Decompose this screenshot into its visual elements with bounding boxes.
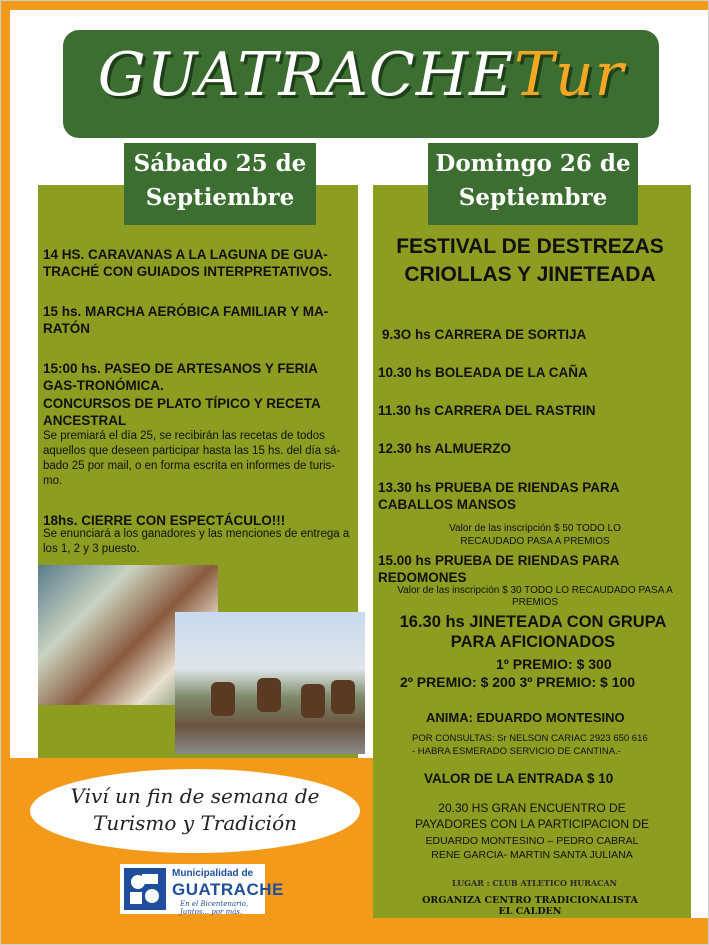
- organiza-line-2: EL CALDEN: [498, 906, 562, 917]
- logo-tagline-2: Juntos... por más.: [180, 908, 243, 916]
- saturday-item-3-title: 15:00 hs. PASEO DE ARTESANOS Y FERIA GAS-TRONÓMICA.: [43, 361, 318, 393]
- title-main: GUATRACHE: [97, 40, 514, 110]
- organiza-line-1: ORGANIZA CENTRO TRADICIONALISTA: [422, 895, 638, 906]
- prize-second-third: 2º PREMIO: $ 200 3º PREMIO: $ 100: [400, 674, 636, 690]
- sunday-event-7: 16.30 hs JINETEADA CON GRUPA PARA AFICIONADOS: [399, 613, 667, 651]
- saturday-item-4-text: Se enunciará a los ganadores y las menciones de entrega a los 1, 2 y 3 puesto.: [43, 528, 350, 555]
- anima-text: ANIMA: EDUARDO MONTESINO: [426, 710, 625, 725]
- sunday-date-line2: Septiembre: [458, 184, 608, 211]
- saturday-date-line2: Septiembre: [145, 184, 295, 211]
- cantina-text: - HABRA ESMERADO SERVICIO DE CANTINA.-: [412, 746, 621, 757]
- lugar-text: LUGAR : CLUB ATLETICO HURACAN: [452, 878, 617, 888]
- sunday-event-1: 9.3O hs CARRERA DE SORTIJA: [382, 327, 587, 342]
- sunday-event-6-note: Valor de las inscripción $ 30 TODO LO RECAUDADO PASA A PREMIOS: [397, 585, 673, 608]
- sunday-event-5: 13.30 hs PRUEBA DE RIENDAS PARA CABALLOS MANSOS: [378, 480, 620, 512]
- sunday-event-3: 11.30 hs CARRERA DEL RASTRIN: [378, 403, 596, 418]
- logo-line-1: Municipalidad de: [172, 868, 254, 879]
- sunday-event-6: 15.00 hs PRUEBA DE RIENDAS PARA REDOMONES: [378, 553, 620, 585]
- festival-title: FESTIVAL DE DESTREZAS CRIOLLAS Y JINETEADA: [396, 235, 664, 286]
- payadores-names-1: EDUARDO MONTESINO – PEDRO CABRAL: [425, 835, 639, 847]
- entrada-text: VALOR DE LA ENTRADA $ 10: [424, 771, 614, 786]
- sunday-event-5-note: Valor de las inscripción $ 50 TODO LO RECAUDADO PASA A PREMIOS: [449, 523, 621, 547]
- saturday-item-3-sub: CONCURSOS DE PLATO TÍPICO Y RECETA ANCESTRAL: [43, 396, 321, 428]
- saturday-item-1: 14 HS. CARAVANAS A LA LAGUNA DE GUA-TRACHÉ CON GUIADOS INTERPRETATIVOS.: [43, 247, 333, 279]
- saturday-item-2: 15 hs. MARCHA AERÓBICA FAMILIAR Y MA-RATÓN: [43, 304, 329, 336]
- title-accent: Tur: [513, 40, 625, 110]
- saturday-item-3-text: Se premiará el día 25, se recibirán las recetas de todos aquellos que deseen participar hasta las 15 hs. del día sá-bado 25 por mail, o en forma escrita en informes de turis-mo.: [43, 430, 341, 487]
- logo-tagline-1: En el Bicentenario,: [180, 900, 249, 908]
- payadores-line-1: 20.30 HS GRAN ENCUENTRO DE: [438, 801, 626, 815]
- slogan-line-1: Viví un fin de semana de: [70, 784, 320, 808]
- payadores-line-2: PAYADORES CON LA PARTICIPACION DE: [414, 817, 650, 831]
- logo-line-2: GUATRACHE: [172, 880, 284, 899]
- saturday-item-4-title: 18hs. CIERRE CON ESPECTÁCULO!!!: [43, 513, 286, 528]
- sunday-event-2: 10.30 hs BOLEADA DE LA CAÑA: [378, 365, 588, 380]
- slogan-line-2: Turismo y Tradición: [92, 811, 297, 835]
- sunday-date-line1: Domingo 26 de: [435, 150, 631, 177]
- prize-first: 1º PREMIO: $ 300: [496, 656, 612, 672]
- consultas-text: POR CONSULTAS: Sr NELSON CARIAC 2923 650 616: [412, 733, 648, 744]
- payadores-names-2: RENE GARCIA- MARTIN SANTA JULIANA: [431, 849, 633, 861]
- sunday-event-4: 12.30 hs ALMUERZO: [378, 441, 512, 456]
- saturday-date-line1: Sábado 25 de: [133, 150, 307, 177]
